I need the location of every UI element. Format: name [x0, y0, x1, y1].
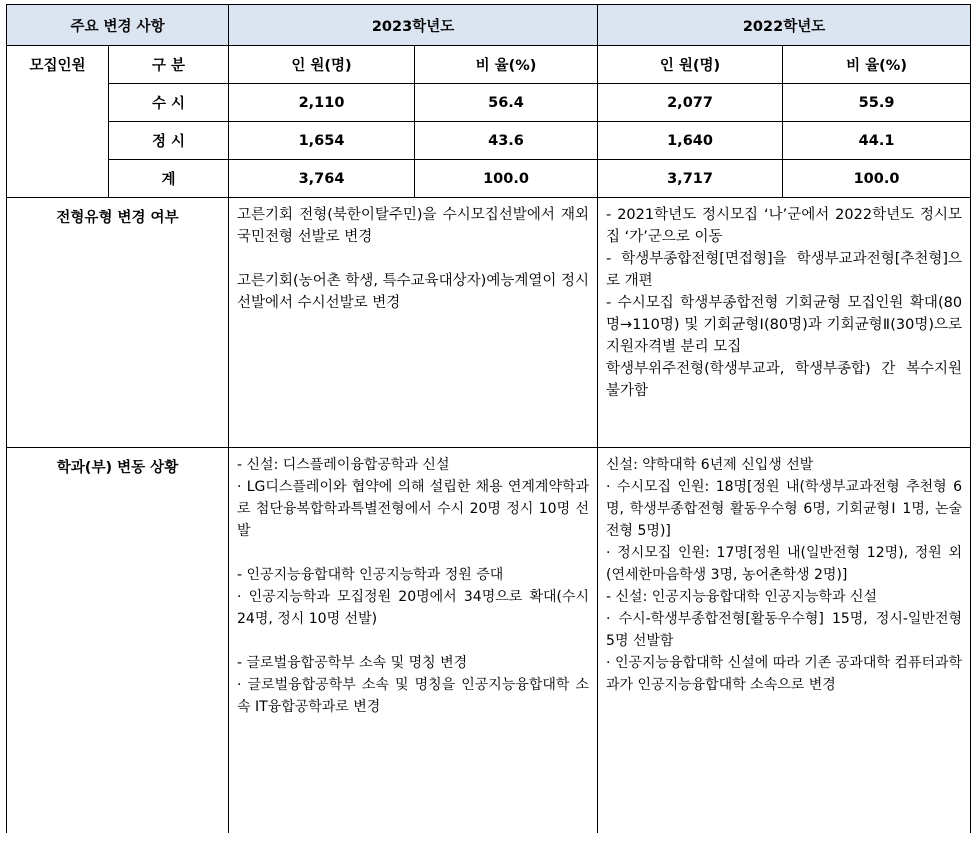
paragraph-gap: [237, 630, 589, 652]
recruit-subheader-row: [7, 46, 971, 84]
text-paragraph: · 정시모집 인원: 17명[정원 내(일반전형 12명), 정원 외(연세한마음학생 3명, 농어촌학생 2명)]: [606, 545, 963, 583]
recruit-2023-people: 1,654: [229, 122, 415, 160]
text-paragraph: · 글로벌융합공학부 소속 및 명칭을 인공지능융합대학 소속 IT융합공학과로 변경: [237, 677, 590, 715]
recruit-row-name: 수 시: [109, 84, 229, 122]
recruit-row-name: 정 시: [109, 122, 229, 160]
dept-change-label: 학과(부) 변동 상황: [7, 448, 229, 833]
header-2023: 2023학년도: [229, 5, 598, 46]
recruit-label: 모집인원: [7, 46, 109, 198]
recruit-2023-people-header: 인 원(명): [229, 46, 415, 84]
recruit-2022-ratio: 55.9: [783, 84, 971, 122]
text-paragraph: 고른기회(농어촌 학생, 특수교육대상자)예능계열이 정시선발에서 수시선발로 변경: [237, 273, 590, 311]
text-paragraph: · 수시모집 인원: 18명[정원 내(학생부교과전형 추천형 6명, 학생부종합전형 활동우수형 6명, 기회균형Ⅰ 1명, 논술전형 5명)]: [606, 479, 963, 539]
text-paragraph: 학생부위주전형(학생부교과, 학생부종합) 간 복수지원 불가함: [606, 361, 963, 399]
recruit-2023-ratio: 43.6: [415, 122, 598, 160]
recruit-2022-ratio: 100.0: [783, 160, 971, 198]
recruit-2022-people: 3,717: [598, 160, 783, 198]
recruit-2022-people: 2,077: [598, 84, 783, 122]
header-2022: 2022학년도: [598, 5, 971, 46]
type-change-label: 전형유형 변경 여부: [7, 198, 229, 448]
dept-change-2022: [598, 448, 971, 833]
recruit-2023-people: 3,764: [229, 160, 415, 198]
type-change-row: [7, 198, 971, 448]
recruit-subheader-category: 구 분: [109, 46, 229, 84]
text-paragraph: - 신설: 인공지능융합대학 인공지능학과 신설: [606, 589, 878, 605]
text-paragraph: · 인공지능학과 모집정원 20명에서 34명으로 확대(수시 24명, 정시 10명 선발): [237, 589, 590, 627]
recruit-2022-people: 1,640: [598, 122, 783, 160]
dept-change-2023: [229, 448, 598, 833]
type-change-2023: [229, 198, 598, 448]
recruit-2023-ratio: 100.0: [415, 160, 598, 198]
header-main-changes: 주요 변경 사항: [7, 5, 229, 46]
dept-change-row: [7, 448, 971, 833]
text-paragraph: · LG디스플레이와 협약에 의해 설립한 채용 연계계약학과로 첨단융복합학과특별전형에서 수시 20명 정시 10명 선발: [237, 479, 590, 539]
recruit-row-name: 계: [109, 160, 229, 198]
recruit-2023-ratio: 56.4: [415, 84, 598, 122]
text-paragraph: · 수시-학생부종합전형[활동우수형] 15명, 정시-일반전형 5명 선발함: [606, 611, 963, 649]
text-paragraph: - 신설: 디스플레이융합공학과 신설: [237, 457, 450, 473]
text-paragraph: 고른기회 전형(북한이탈주민)을 수시모집선발에서 재외국민전형 선발로 변경: [237, 207, 590, 245]
recruit-2022-people-header: 인 원(명): [598, 46, 783, 84]
type-change-2022: [598, 198, 971, 448]
text-paragraph: - 2021학년도 정시모집 ‘나’군에서 2022학년도 정시모집 ‘가’군으로 이동: [606, 207, 963, 245]
admission-changes-table: [6, 4, 971, 833]
recruit-2023-people: 2,110: [229, 84, 415, 122]
text-paragraph: - 학생부종합전형[면접형]을 학생부교과전형[추천형]으로 개편: [606, 251, 963, 289]
text-paragraph: 신설: 약학대학 6년제 신입생 선발: [606, 457, 814, 473]
recruit-2023-ratio-header: 비 율(%): [415, 46, 598, 84]
header-row: [7, 5, 971, 46]
table-row: [7, 84, 971, 122]
paragraph-gap: [237, 542, 589, 564]
text-paragraph: - 수시모집 학생부종합전형 기회균형 모집인원 확대(80명→110명) 및 기회균형Ⅰ(80명)과 기회균형Ⅱ(30명)으로 지원자격별 분리 모집: [606, 295, 963, 355]
table-row: [7, 122, 971, 160]
text-paragraph: - 인공지능융합대학 인공지능학과 정원 증대: [237, 567, 504, 583]
table-row: [7, 160, 971, 198]
recruit-2022-ratio: 44.1: [783, 122, 971, 160]
recruit-2022-ratio-header: 비 율(%): [783, 46, 971, 84]
text-paragraph: - 글로벌융합공학부 소속 및 명칭 변경: [237, 655, 468, 671]
text-paragraph: · 인공지능융합대학 신설에 따라 기존 공과대학 컴퓨터과학과가 인공지능융합대학 소속으로 변경: [606, 655, 963, 693]
paragraph-gap: [237, 248, 589, 270]
